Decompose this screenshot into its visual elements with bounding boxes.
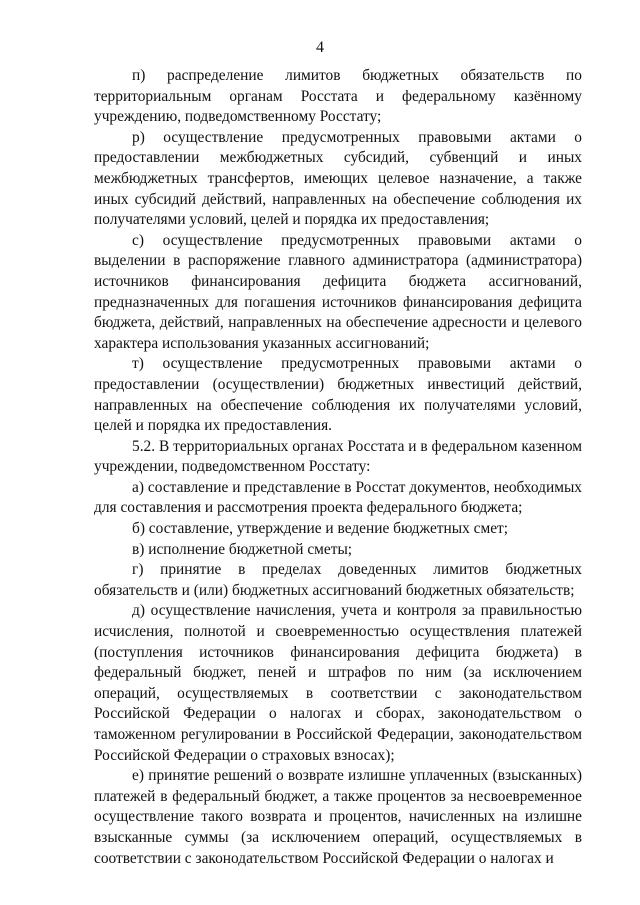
paragraph-item-v: в) исполнение бюджетной сметы; bbox=[132, 540, 353, 558]
paragraph-item-r: р) осуществление предусмотренных правовыми актами о предоставлении межбюджетных субсидий, субвенций и иных межбюджетных трансфертов, имеющих целевое назначение, а также иных субсидий действий, направленных на обеспечение соблюдения их получателями условий, целей и порядка их предоставления; bbox=[94, 128, 582, 229]
paragraph-item-s: с) осуществление предусмотренных правовыми актами о выделении в распоряжение главного администратора (администратора) источников финансирования дефицита бюджета ассигнований, предназначенных для погашения источников финансирования дефицита бюджета, действий, направленных на обеспечение адресности и целевого характера использования указанных ассигнований; bbox=[94, 231, 582, 352]
paragraph-item-d: д) осуществление начисления, учета и контроля за правильностью исчисления, полнотой и своевременностью осуществления платежей (поступления источников финансирования дефицита бюджета) в федеральный бюджет, пеней и штрафов по ним (за исключением операций, осуществляемых в соответствии с законодательством Российской Федерации о налогах и сборах, законодательством о таможенном регулировании в Российской Федерации, законодательством Российской Федерации о страховых взносах); bbox=[94, 602, 582, 764]
paragraph-item-p: п) распределение лимитов бюджетных обязательств по территориальным органам Росстата и федеральному казённому учреждению, подведомственному Росстату; bbox=[94, 67, 582, 126]
page-number: 4 bbox=[316, 39, 324, 56]
paragraph-item-g: г) принятие в пределах доведенных лимитов бюджетных обязательств и (или) бюджетных ассигнований бюджетных обязательств; bbox=[94, 561, 582, 599]
paragraph-item-b: б) составление, утверждение и ведение бюджетных смет; bbox=[132, 520, 509, 538]
document-body bbox=[94, 66, 582, 869]
paragraph-item-t: т) осуществление предусмотренных правовыми актами о предоставлении (осуществлении) бюджетных инвестиций действий, направленных на обеспечение соблюдения их получателями условий, целей и порядка их предоставления. bbox=[94, 355, 582, 435]
paragraph-item-a: а) составление и представление в Росстат документов, необходимых для составления и рассмотрения проекта федерального бюджета; bbox=[94, 478, 582, 517]
paragraph-item-e: е) принятие решений о возврате излишне уплаченных (взысканных) платежей в федеральный бюджет, а также процентов за несвоевременное осуществление такого возврата и процентов, начисленных на излишне взысканные суммы (за исключением операций, осуществляемых в соответствии с законодательством Российской Федерации о налогах и bbox=[94, 767, 582, 867]
paragraph-section-5-2: 5.2. В территориальных органах Росстата и в федеральном казенном учреждении, подведомственном Росстату: bbox=[94, 437, 582, 476]
